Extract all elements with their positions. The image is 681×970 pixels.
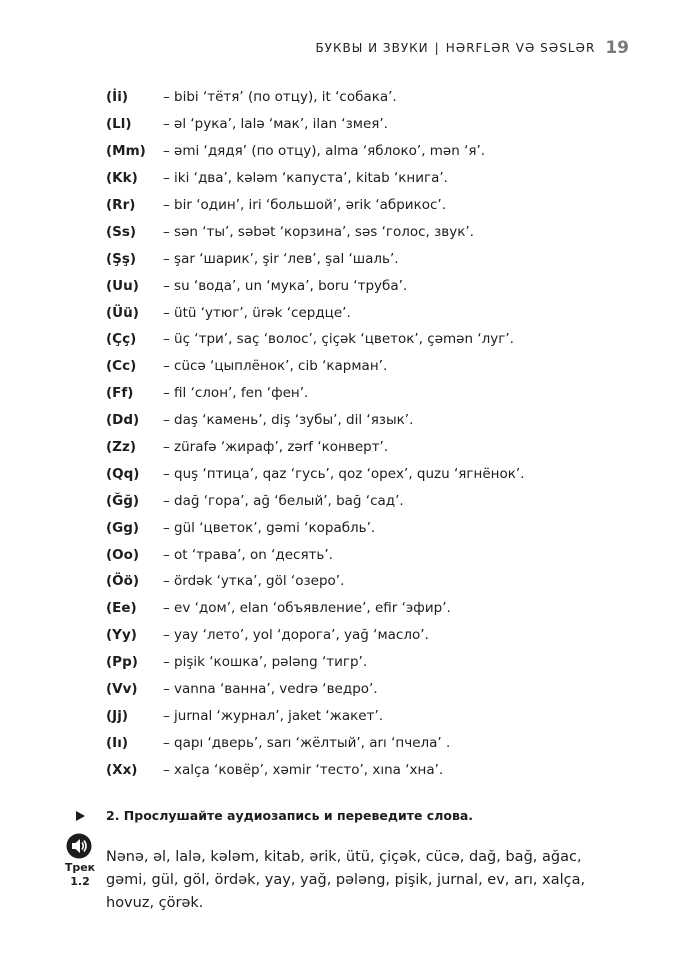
- example-words: – gül ‘цветок’, gəmi ‘корабль’.: [163, 519, 376, 536]
- word-list: Nənə, əl, lalə, kələm, kitab, ərik, ütü, çiçək, cücə, dağ, bağ, ağac, gəmi, gül, göl, ördək, yay, yağ, pələng, pişik, jurnal, ev, arı, xalça, hovuz, çörək.: [106, 849, 586, 911]
- letter-pair: (Qq): [106, 465, 140, 482]
- letter-row: [106, 407, 626, 434]
- letter-row: [106, 299, 626, 326]
- letter-pair: (Oo): [106, 546, 140, 563]
- letter-row: [106, 676, 626, 703]
- letter-pair: (Yy): [106, 627, 137, 644]
- example-words: – dağ ‘гора’, ağ ‘белый’, bağ ‘сад’.: [163, 492, 404, 509]
- example-words: – ot ‘трава’, on ‘десять’.: [163, 546, 333, 563]
- letter-row: [106, 595, 626, 622]
- letter-pair: (Ll): [106, 116, 132, 133]
- header-title-ru: БУКВЫ И ЗВУКИ: [315, 41, 429, 55]
- example-words: – əmi ‘дядя’ (по отцу), alma ‘яблоко’, mən ‘я’.: [163, 143, 486, 160]
- letter-row: [106, 702, 626, 729]
- letter-row: [106, 272, 626, 299]
- letter-row: [106, 192, 626, 219]
- page-number: 19: [605, 38, 629, 58]
- running-header: [315, 38, 629, 58]
- letter-pair: (Çç): [106, 331, 137, 348]
- speaker-icon[interactable]: [66, 833, 92, 859]
- example-words: – quş ‘птица’, qaz ‘гусь’, qoz ‘орех’, quzu ‘ягнёнок’.: [163, 465, 525, 482]
- example-words: – ev ‘дом’, elan ‘объявление’, efir ‘эфир’.: [163, 600, 451, 617]
- example-words: – xalça ‘ковёр’, xəmir ‘тесто’, xına ‘хна’.: [163, 761, 444, 778]
- example-words: – şar ‘шарик’, şir ‘лев’, şal ‘шаль’.: [163, 250, 399, 267]
- letter-pair: (Iı): [106, 734, 128, 751]
- example-words: – üç ‘три’, saç ‘волос’, çiçək ‘цветок’, çəmən ‘луг’.: [163, 331, 514, 348]
- example-words: – cücə ‘цыплёнок’, cib ‘карман’.: [163, 358, 388, 375]
- track-number: 1.2: [70, 875, 90, 888]
- letter-pair: (Jj): [106, 707, 128, 724]
- example-words: – iki ‘два’, kələm ‘капуста’, kitab ‘книга’.: [163, 170, 448, 187]
- letter-row: [106, 326, 626, 353]
- letter-pair: (Ss): [106, 223, 137, 240]
- letter-pair: (Üü): [106, 304, 139, 321]
- example-words: – ütü ‘утюг’, ürək ‘сердце’.: [163, 304, 351, 321]
- example-words: – fil ‘слон’, fen ‘фен’.: [163, 385, 309, 402]
- letter-pair: (Pp): [106, 654, 138, 671]
- track-label-text: Трек: [64, 861, 96, 874]
- header-separator: |: [434, 41, 440, 55]
- letter-row: [106, 138, 626, 165]
- letter-row: [106, 218, 626, 245]
- example-words: – jurnal ‘журнал’, jaket ‘жакет’.: [163, 707, 384, 724]
- letter-row: [106, 460, 626, 487]
- example-words: – vanna ‘ванна’, vedrə ‘ведро’.: [163, 681, 378, 698]
- letter-row: [106, 514, 626, 541]
- letter-list: [106, 84, 626, 783]
- letter-pair: (Ğğ): [106, 492, 140, 509]
- letter-row: [106, 111, 626, 138]
- track-label: [60, 861, 100, 889]
- example-words: – bibi ‘тётя’ (по отцу), it ‘собака’.: [163, 89, 397, 106]
- letter-pair: (İi): [106, 89, 128, 106]
- letter-pair: (Ee): [106, 600, 137, 617]
- example-words: – bir ‘один’, iri ‘большой’, ərik ‘абрикос’.: [163, 197, 446, 213]
- example-words: – qapı ‘дверь’, sarı ‘жёлтый’, arı ‘пчела’ .: [163, 734, 451, 751]
- example-words: – yay ‘лето’, yol ‘дорога’, yağ ‘масло’.: [163, 627, 429, 644]
- letter-row: [106, 353, 626, 380]
- example-words: – pişik ‘кошка’, pələng ‘тигр’.: [163, 654, 368, 671]
- letter-pair: (Öö): [106, 573, 140, 590]
- letter-pair: (Zz): [106, 439, 136, 456]
- letter-pair: (Cc): [106, 358, 137, 375]
- example-words: – zürafə ‘жираф’, zərf ‘конверт’.: [163, 439, 389, 456]
- letter-row: [106, 434, 626, 461]
- example-words: – ördək ‘утка’, göl ‘озеро’.: [163, 573, 345, 590]
- letter-pair: (Şş): [106, 250, 137, 267]
- letter-row: [106, 729, 626, 756]
- letter-row: [106, 568, 626, 595]
- letter-pair: (Xx): [106, 761, 138, 778]
- letter-pair: (Gg): [106, 519, 140, 536]
- task-instruction: 2. Прослушайте аудиозапись и переведите слова.: [106, 808, 474, 823]
- letter-pair: (Vv): [106, 681, 138, 698]
- letter-row: [106, 487, 626, 514]
- example-words: – su ‘вода’, un ‘мука’, boru ‘труба’.: [163, 277, 408, 294]
- letter-row: [106, 649, 626, 676]
- letter-row: [106, 380, 626, 407]
- letter-row: [106, 165, 626, 192]
- letter-pair: (Dd): [106, 412, 140, 429]
- play-icon[interactable]: [76, 811, 85, 821]
- letter-pair: (Mm): [106, 143, 146, 160]
- letter-row: [106, 84, 626, 111]
- letter-pair: (Ff): [106, 385, 134, 402]
- letter-row: [106, 622, 626, 649]
- letter-row: [106, 245, 626, 272]
- letter-row: [106, 756, 626, 783]
- example-words: – sən ‘ты’, səbət ‘корзина’, səs ‘голос, звук’.: [163, 223, 474, 240]
- letter-pair: (Uu): [106, 277, 139, 294]
- letter-pair: (Kk): [106, 170, 138, 187]
- letter-row: [106, 541, 626, 568]
- example-words: – daş ‘камень’, diş ‘зубы’, dil ‘язык’.: [163, 412, 414, 429]
- letter-pair: (Rr): [106, 197, 136, 213]
- header-title-az: HƏRFLƏR VƏ SƏSLƏR: [445, 41, 596, 55]
- example-words: – əl ‘рука’, lalə ‘мак’, ilan ‘змея’.: [163, 116, 388, 133]
